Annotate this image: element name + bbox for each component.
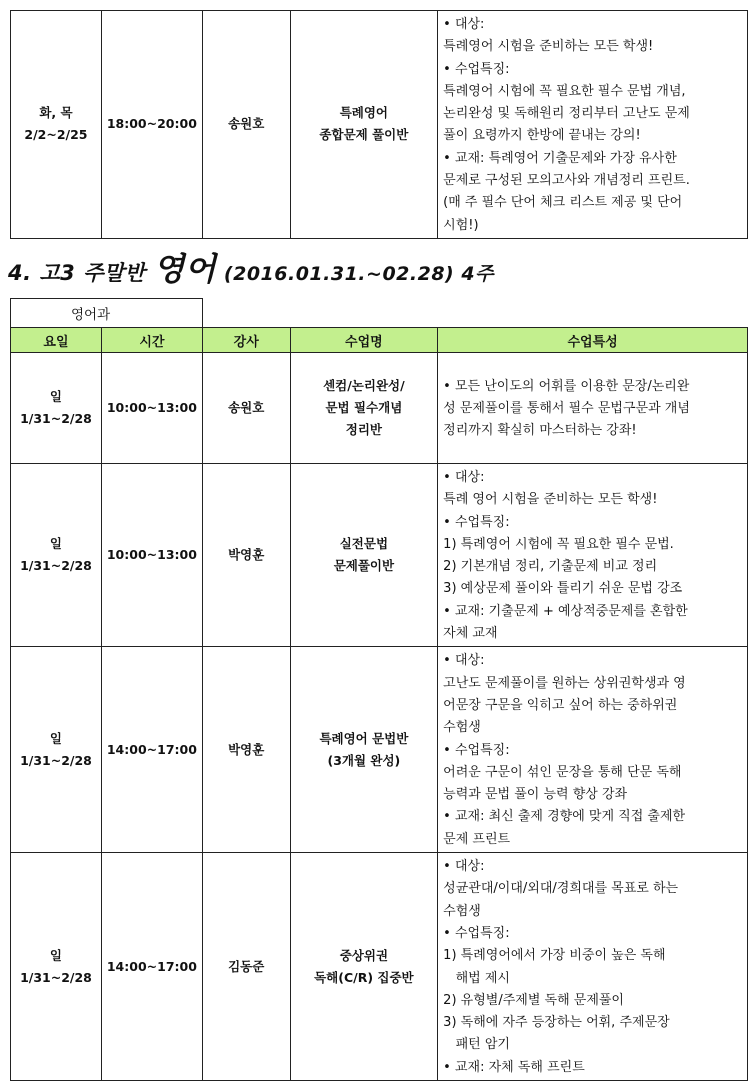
day-label: 일 bbox=[49, 730, 62, 746]
desc-line: 패턴 암기 bbox=[443, 1037, 510, 1053]
time-cell: 10:00~13:00 bbox=[101, 464, 202, 647]
desc-line: • 대상: bbox=[443, 653, 485, 669]
table-row bbox=[11, 353, 748, 464]
day-cell bbox=[11, 647, 102, 853]
header-row bbox=[11, 328, 748, 353]
table-row bbox=[11, 853, 748, 1081]
course-cell bbox=[290, 11, 438, 239]
header-course: 수업명 bbox=[290, 328, 438, 353]
date-label: 2/2~2/25 bbox=[24, 127, 88, 143]
desc-line: 특례영어 시험을 준비하는 모든 학생! bbox=[443, 39, 654, 55]
course-line: (3개월 완성) bbox=[327, 752, 401, 768]
desc-line: 자체 교재 bbox=[443, 626, 498, 642]
course-line: 문법 필수개념 bbox=[325, 400, 403, 415]
course-line: 실전문법 bbox=[339, 536, 389, 552]
desc-line: • 수업특징: bbox=[443, 514, 510, 530]
course-line: 정리반 bbox=[345, 422, 382, 437]
day-label: 일 bbox=[49, 947, 62, 963]
day-cell bbox=[11, 464, 102, 647]
table-row bbox=[11, 11, 748, 239]
desc-line: • 모든 난이도의 어휘를 이용한 문장/논리완 bbox=[443, 378, 690, 394]
desc-line: • 수업특징: bbox=[443, 742, 510, 758]
date-label: 1/31~2/28 bbox=[20, 558, 92, 574]
desc-line: • 대상: bbox=[443, 859, 485, 875]
header-description: 수업특성 bbox=[438, 328, 748, 353]
desc-line: • 교재: 자체 독해 프린트 bbox=[443, 1059, 585, 1075]
desc-line: 2) 기본개념 정리, 기출문제 비교 정리 bbox=[443, 559, 658, 575]
description-cell bbox=[438, 353, 748, 464]
desc-line: 논리완성 및 독해원리 정리부터 고난도 문제 bbox=[443, 106, 690, 122]
day-label: 일 bbox=[49, 389, 62, 404]
desc-line: 3) 예상문제 풀이와 틀리기 쉬운 문법 강조 bbox=[443, 581, 683, 597]
day-label: 화, 목 bbox=[39, 105, 73, 121]
header-time: 시간 bbox=[101, 328, 202, 353]
teacher-cell: 송원호 bbox=[202, 11, 290, 239]
desc-line: 성균관대/이대/외대/경희대를 목표로 하는 bbox=[443, 881, 679, 897]
desc-line: • 교재: 기출문제 + 예상적중문제를 혼합한 bbox=[443, 603, 688, 619]
section-subject: 영어 bbox=[153, 250, 217, 288]
description-cell bbox=[438, 647, 748, 853]
description-cell bbox=[438, 853, 748, 1081]
description-cell bbox=[438, 11, 748, 239]
teacher-cell: 김동준 bbox=[202, 853, 290, 1081]
desc-line: • 수업특징: bbox=[443, 61, 510, 77]
desc-line: 문제로 구성된 모의고사와 개념정리 프린트. bbox=[443, 173, 690, 189]
desc-line: 정리까지 확실히 마스터하는 강좌! bbox=[443, 423, 637, 439]
desc-line: (매 주 필수 단어 체크 리스트 제공 및 단어 bbox=[443, 195, 683, 211]
day-cell bbox=[11, 353, 102, 464]
course-line: 문제풀이반 bbox=[333, 558, 395, 574]
dept-label-row bbox=[11, 299, 748, 328]
course-line: 특례영어 bbox=[339, 105, 389, 121]
desc-line: 수험생 bbox=[443, 720, 481, 736]
time-cell: 14:00~17:00 bbox=[101, 647, 202, 853]
date-label: 1/31~2/28 bbox=[20, 969, 92, 985]
desc-line: 능력과 문법 풀이 능력 향상 강좌 bbox=[443, 787, 628, 803]
teacher-cell: 박영훈 bbox=[202, 647, 290, 853]
course-cell bbox=[290, 647, 438, 853]
teacher-cell: 박영훈 bbox=[202, 464, 290, 647]
teacher-cell: 송원호 bbox=[202, 353, 290, 464]
desc-line: 어문장 구문을 익히고 싶어 하는 중하위권 bbox=[443, 697, 678, 713]
desc-line: 수험생 bbox=[443, 903, 481, 919]
course-cell bbox=[290, 853, 438, 1081]
desc-line: 고난도 문제풀이를 원하는 상위권학생과 영 bbox=[443, 675, 686, 691]
course-cell bbox=[290, 353, 438, 464]
course-cell bbox=[290, 464, 438, 647]
course-line: 종합문제 풀이반 bbox=[319, 127, 409, 143]
desc-line: 문제 프린트 bbox=[443, 831, 511, 847]
desc-line: 어려운 구문이 섞인 문장을 통해 단문 독해 bbox=[443, 764, 682, 780]
desc-line: 특례영어 시험에 꼭 필요한 필수 문법 개념, bbox=[443, 83, 686, 99]
desc-line: 성 문제풀이를 통해서 필수 문법구문과 개념 bbox=[443, 400, 690, 416]
day-cell bbox=[11, 853, 102, 1081]
desc-line: 2) 유형별/주제별 독해 문제풀이 bbox=[443, 992, 624, 1008]
time-cell: 10:00~13:00 bbox=[101, 353, 202, 464]
desc-line: • 교재: 특례영어 기출문제와 가장 유사한 bbox=[443, 150, 677, 166]
table-row bbox=[11, 464, 748, 647]
time-cell: 14:00~17:00 bbox=[101, 853, 202, 1081]
desc-line: • 대상: bbox=[443, 17, 485, 32]
top-schedule-table bbox=[10, 10, 748, 239]
course-line: 독해(C/R) 집중반 bbox=[314, 969, 414, 985]
day-cell bbox=[11, 11, 102, 239]
section-heading bbox=[8, 244, 494, 290]
course-line: 센컴/논리완성/ bbox=[323, 378, 405, 393]
desc-line: 3) 독해에 자주 등장하는 어휘, 주제문장 bbox=[443, 1015, 670, 1031]
dept-label: 영어과 bbox=[11, 299, 203, 328]
desc-line: 시험!) bbox=[443, 217, 479, 233]
desc-line: 1) 특례영어에서 가장 비중이 높은 독해 bbox=[443, 948, 666, 964]
desc-line: 1) 특례영어 시험에 꼭 필요한 필수 문법. bbox=[443, 536, 674, 552]
section-prefix: 4. 고3 주말반 bbox=[8, 261, 146, 285]
date-label: 1/31~2/28 bbox=[20, 752, 92, 768]
desc-line: 특례 영어 시험을 준비하는 모든 학생! bbox=[443, 492, 658, 508]
date-label: 1/31~2/28 bbox=[20, 411, 92, 426]
desc-line: 풀이 요령까지 한방에 끝내는 강의! bbox=[443, 128, 641, 144]
course-line: 중상위권 bbox=[339, 947, 389, 963]
desc-line: • 대상: bbox=[443, 470, 485, 485]
desc-line: • 교재: 최신 출제 경향에 맞게 직접 출제한 bbox=[443, 809, 686, 825]
course-line: 특례영어 문법반 bbox=[319, 730, 409, 746]
weekend-schedule-table bbox=[10, 298, 748, 1081]
description-cell bbox=[438, 464, 748, 647]
section-range: (2016.01.31.~02.28) 4주 bbox=[223, 263, 494, 285]
time-cell: 18:00~20:00 bbox=[101, 11, 202, 239]
header-day: 요일 bbox=[11, 328, 102, 353]
day-label: 일 bbox=[49, 536, 62, 552]
header-teacher: 강사 bbox=[202, 328, 290, 353]
dept-label-spacer bbox=[202, 299, 747, 328]
table-row bbox=[11, 647, 748, 853]
desc-line: 해법 제시 bbox=[443, 970, 510, 986]
desc-line: • 수업특징: bbox=[443, 925, 510, 941]
